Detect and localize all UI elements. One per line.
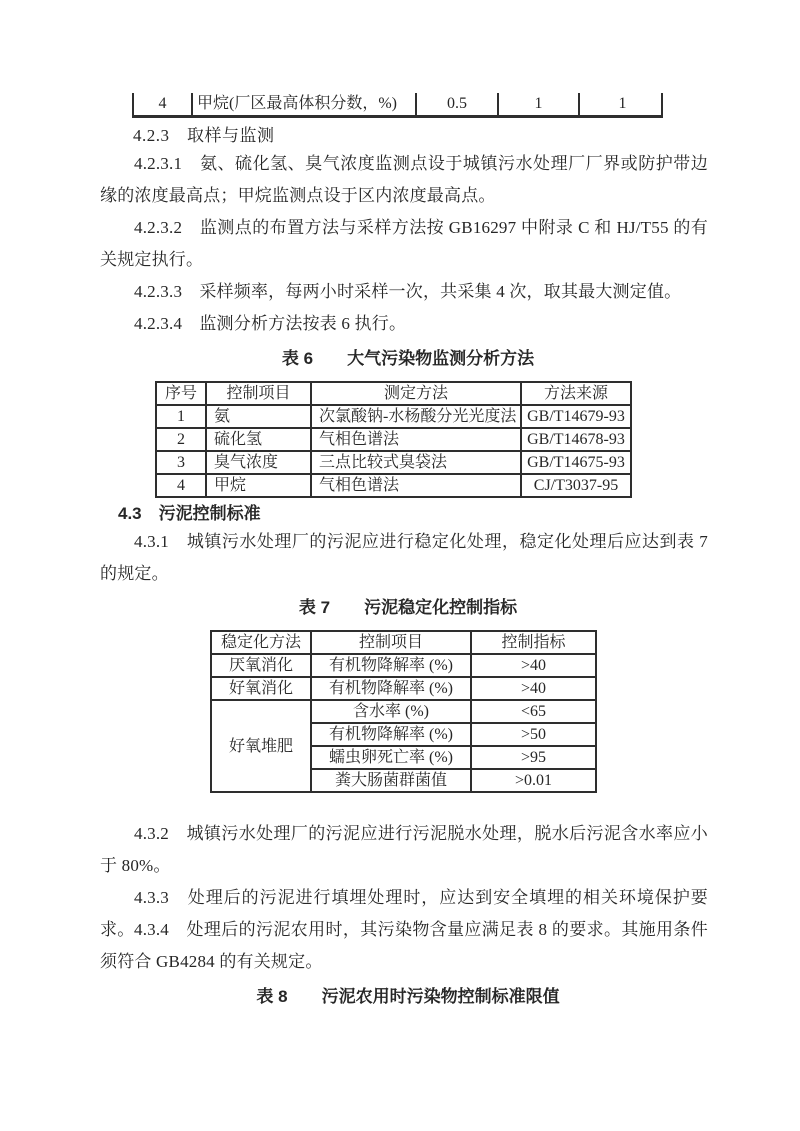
table-cell: 甲烷(厂区最高体积分数，%) (193, 93, 417, 115)
table-cell: 4 (156, 474, 206, 497)
table-cell: 有机物降解率 (%) (311, 654, 471, 677)
table-cell: 次氯酸钠-水杨酸分光光度法 (311, 405, 521, 428)
paragraph-4-3-4: 4.3.4 处理后的污泥农用时，其污染物含量应满足表 8 的要求。其施用条件须符合 GB4284 的有关规定。 (100, 920, 708, 971)
table-cell: 硫化氢 (206, 428, 311, 451)
table7-title: 污泥稳定化控制指标 (364, 598, 518, 617)
table-cell: >40 (471, 654, 596, 677)
table-cell: <65 (471, 700, 596, 723)
column-header: 稳定化方法 (211, 631, 311, 654)
table-cell: 1 (156, 405, 206, 428)
table-cell: 三点比较式臭袋法 (311, 451, 521, 474)
paragraph-4-3-1: 4.3.1 城镇污水处理厂的污泥应进行稳定化处理，稳定化处理后应达到表 7 的规定。 (100, 532, 708, 583)
table-cell: >95 (471, 746, 596, 769)
table-cell: 2 (156, 428, 206, 451)
paragraph-4-2-3-2: 4.2.3.2 监测点的布置方法与采样方法按 GB16297 中附录 C 和 HJ/T55 的有关规定执行。 (100, 218, 708, 269)
table-cell: GB/T14678-93 (521, 428, 631, 451)
table-cell: 蠕虫卵死亡率 (%) (311, 746, 471, 769)
table-cell: 好氧消化 (211, 677, 311, 700)
table-cell: 厌氧消化 (211, 654, 311, 677)
table6-label: 表 6 (281, 349, 314, 368)
table-cell: >50 (471, 723, 596, 746)
table8-title: 污泥农用时污染物控制标准限值 (321, 987, 560, 1006)
section-heading-4-2-3: 4.2.3 取样与监测 (133, 126, 275, 145)
table7-label: 表 7 (298, 598, 331, 617)
table-row (156, 451, 631, 474)
table-row (156, 474, 631, 497)
column-header: 方法来源 (521, 382, 631, 405)
table-cell: 有机物降解率 (%) (311, 677, 471, 700)
table-header-row (211, 631, 596, 654)
paragraph-4-2-3-1: 4.2.3.1 氨、硫化氢、臭气浓度监测点设于城镇污水处理厂厂界或防护带边缘的浓度最高点；甲烷监测点设于区内浓度最高点。 (100, 154, 708, 205)
table6-title: 大气污染物监测分析方法 (347, 349, 535, 368)
table-cell: GB/T14675-93 (521, 451, 631, 474)
paragraph-4-3-3: 4.3.3 处理后的污泥进行填埋处理时，应达到安全填埋的相关环境保护要求。 (100, 888, 708, 939)
table-cell: 氨 (206, 405, 311, 428)
table-row (156, 405, 631, 428)
column-header: 控制项目 (206, 382, 311, 405)
paragraph-4-3-2: 4.3.2 城镇污水处理厂的污泥应进行污泥脱水处理，脱水后污泥含水率应小于 80%。 (100, 824, 708, 875)
table-cell: 臭气浓度 (206, 451, 311, 474)
table-cell: CJ/T3037-95 (521, 474, 631, 497)
table5-last-row (132, 93, 663, 118)
column-header: 控制指标 (471, 631, 596, 654)
table7-sludge-stabilization (210, 630, 597, 793)
table-row (211, 677, 596, 700)
table-cell: >0.01 (471, 769, 596, 792)
table-cell: 气相色谱法 (311, 474, 521, 497)
table-cell: 4 (134, 93, 193, 115)
table8-label: 表 8 (256, 987, 288, 1006)
table6-caption (100, 344, 716, 369)
table-cell: 气相色谱法 (311, 428, 521, 451)
table-row (211, 654, 596, 677)
table8-caption (100, 982, 716, 1007)
table-cell: GB/T14679-93 (521, 405, 631, 428)
table-cell: 粪大肠菌群菌值 (311, 769, 471, 792)
table-cell: 甲烷 (206, 474, 311, 497)
column-header: 控制项目 (311, 631, 471, 654)
section-heading-4-3: 4.3 污泥控制标准 (118, 504, 261, 523)
table-cell-merged: 好氧堆肥 (211, 700, 311, 792)
table-cell: 1 (499, 93, 580, 115)
table-header-row (156, 382, 631, 405)
column-header: 测定方法 (311, 382, 521, 405)
table-row (211, 700, 596, 723)
table-cell: 0.5 (417, 93, 499, 115)
paragraph-4-2-3-4: 4.2.3.4 监测分析方法按表 6 执行。 (134, 314, 407, 333)
column-header: 序号 (156, 382, 206, 405)
table-cell: >40 (471, 677, 596, 700)
table7-caption (100, 593, 716, 618)
paragraph-4-2-3-3: 4.2.3.3 采样频率，每两小时采样一次，共采集 4 次，取其最大测定值。 (134, 282, 682, 301)
table-row (156, 428, 631, 451)
table-cell: 有机物降解率 (%) (311, 723, 471, 746)
table-cell: 3 (156, 451, 206, 474)
table-cell: 含水率 (%) (311, 700, 471, 723)
table6-monitoring-methods (155, 381, 632, 498)
table-cell: 1 (618, 95, 627, 112)
